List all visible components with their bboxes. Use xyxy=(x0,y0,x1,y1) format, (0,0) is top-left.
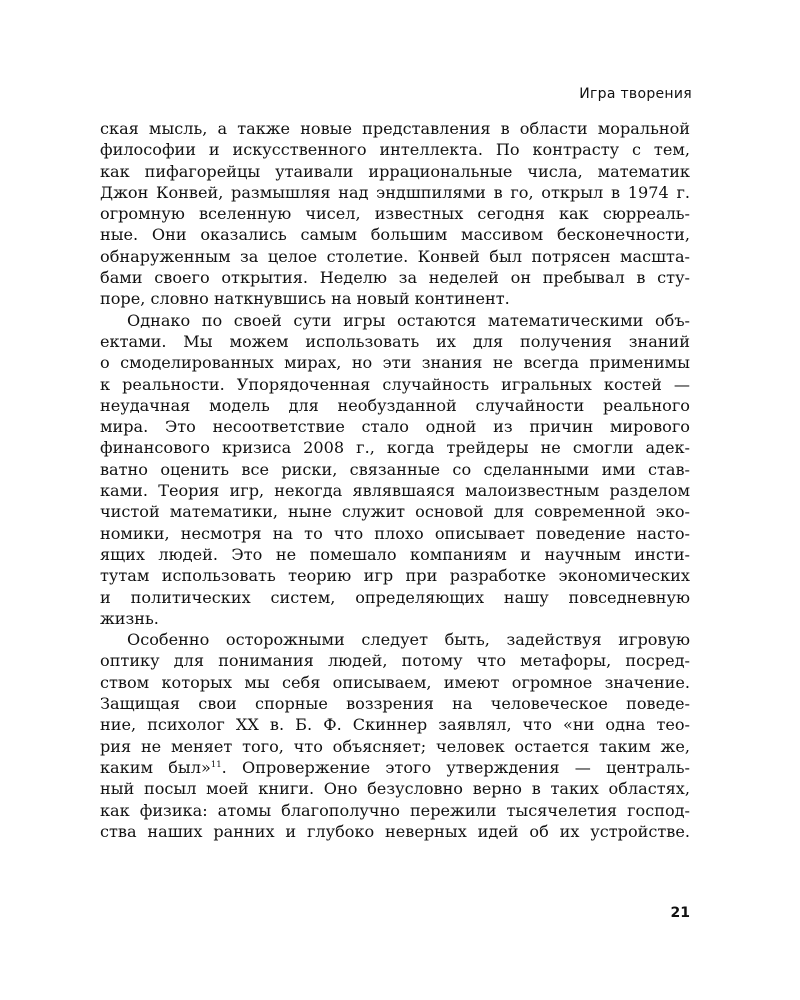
text-line: Джон Конвей, размышляя над эндшпилями в го, открыл в 1974 г. xyxy=(100,182,690,202)
paragraph-start-line: Особенно осторожными следует быть, задействуя игровую xyxy=(127,630,690,650)
text-line: как пифагорейцы утаивали иррациональные числа, математик xyxy=(100,161,690,181)
text-line: тутам использовать теорию игр при разработке экономических xyxy=(100,566,690,586)
text-line: финансового кризиса 2008 г., когда трейдеры не смогли адек- xyxy=(100,438,690,458)
text-line: о смоделированных мирах, но эти знания не всегда применимы xyxy=(100,353,690,373)
text-line: ками. Теория игр, некогда являвшаяся малоизвестным разделом xyxy=(100,481,690,501)
text-line: номики, несмотря на то что плохо описывает поведение насто- xyxy=(100,523,690,543)
text-line: к реальности. Упорядоченная случайность игральных костей — xyxy=(100,374,690,394)
text-line: Защищая свои спорные воззрения на человеческое поведе- xyxy=(100,694,690,714)
text-line: мира. Это несоответствие стало одной из причин мирового xyxy=(100,417,690,437)
text-line: ектами. Мы можем использовать их для получения знаний xyxy=(100,331,690,351)
text-line: ватно оценить все риски, связанные со сделанными ими став- xyxy=(100,459,690,479)
text-fragment: каким был» xyxy=(100,757,211,777)
text-line: философии и искусственного интеллекта. По контрасту с тем, xyxy=(100,140,690,160)
body-text xyxy=(100,118,690,842)
text-line: рия не меняет того, что объясняет; человек остается таким же, xyxy=(100,736,690,756)
text-line-with-footnote xyxy=(100,757,690,778)
page-number: 21 xyxy=(670,905,690,921)
text-fragment: . Опровержение этого утверждения — централь- xyxy=(221,757,690,777)
text-line: оптику для понимания людей, потому что метафоры, посред- xyxy=(100,651,690,671)
text-line: неудачная модель для необузданной случайности реального xyxy=(100,395,690,415)
text-line: ние, психолог XX в. Б. Ф. Скиннер заявлял, что «ни одна тео- xyxy=(100,715,690,735)
text-line: огромную вселенную чисел, известных сегодня как сюрреаль- xyxy=(100,204,690,224)
text-line: ный посыл моей книги. Оно безусловно верно в таких областях, xyxy=(100,779,690,799)
text-line: жизнь. xyxy=(100,608,159,628)
text-line: как физика: атомы благополучно пережили тысячелетия господ- xyxy=(100,800,690,820)
footnote-reference[interactable]: 11 xyxy=(210,759,222,770)
text-line: бами своего открытия. Неделю за неделей он пребывал в сту- xyxy=(100,268,690,288)
paragraph-start-line: Однако по своей сути игры остаются математическими объ- xyxy=(127,310,690,330)
text-line: ством которых мы себя описываем, имеют огромное значение. xyxy=(100,672,690,692)
text-line: чистой математики, ныне служит основой для современной эко- xyxy=(100,502,690,522)
text-line: ства наших ранних и глубоко неверных идей об их устройстве. xyxy=(100,821,690,841)
text-line: обнаруженным за целое столетие. Конвей был потрясен масшта- xyxy=(100,246,690,266)
text-line: поре, словно наткнувшись на новый континент. xyxy=(100,289,510,309)
text-line: ящих людей. Это не помешало компаниям и научным инсти- xyxy=(100,544,690,564)
text-line: ская мысль, а также новые представления в области моральной xyxy=(100,119,690,138)
running-title: Игра творения xyxy=(579,86,692,102)
text-line: ные. Они оказались самым большим массивом бесконечности, xyxy=(100,225,690,245)
text-line: и политических систем, определяющих нашу повседневную xyxy=(100,587,690,607)
